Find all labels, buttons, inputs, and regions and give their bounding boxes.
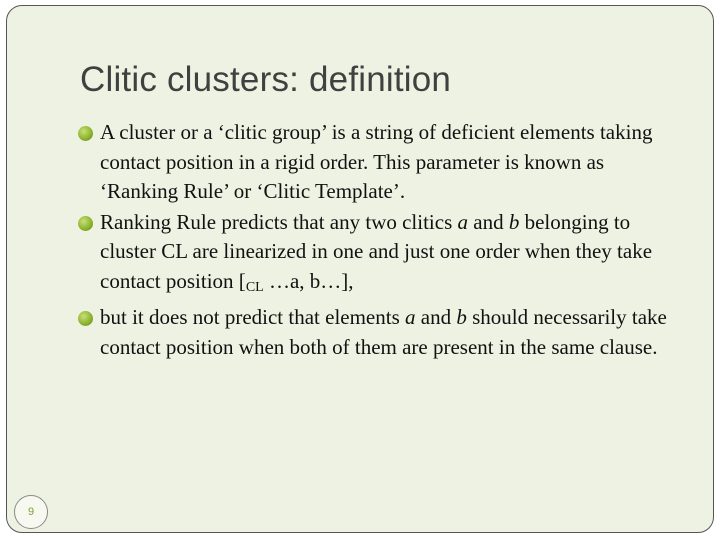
variable-a: a: [405, 305, 416, 329]
slide-number: 9: [27, 506, 35, 518]
bullet-item-cluster-definition: [78, 118, 678, 207]
bullet-text-part: Ranking Rule predicts that any two clitics: [100, 209, 458, 234]
variable-b: b: [456, 305, 467, 329]
slide-number-badge: [14, 495, 48, 529]
variable-b: b: [508, 209, 520, 234]
bullet-text-part: should necessarily take contact position when both of them are present in the same clause.: [100, 305, 667, 359]
round-bullet-icon: [78, 311, 93, 326]
subscript-cl: CL: [245, 279, 264, 295]
bullet-list: [78, 118, 678, 363]
bullet-text-part: and: [468, 209, 509, 234]
round-bullet-icon: [78, 216, 93, 231]
bullet-text-part: and: [415, 305, 457, 329]
bullet-text: A cluster or a ‘clitic group’ is a string of deficient elements taking contact position in a rigid order. This parameter is known as ‘Ranking Rule’ or ‘Clitic Template’.: [100, 120, 653, 203]
bullet-item-contact-position: [78, 303, 678, 362]
bullet-text-part: belonging to cluster CL are linearized in one and just one order when they take contact position [: [100, 209, 653, 293]
round-bullet-icon: [78, 126, 93, 141]
bullet-text-part: …a, b…],: [263, 268, 354, 293]
slide-title: Clitic clusters: definition: [80, 60, 452, 99]
bullet-item-ranking-rule: [78, 208, 678, 303]
bullet-text-part: but it does not predict that elements: [100, 305, 406, 329]
variable-a: a: [457, 209, 469, 234]
